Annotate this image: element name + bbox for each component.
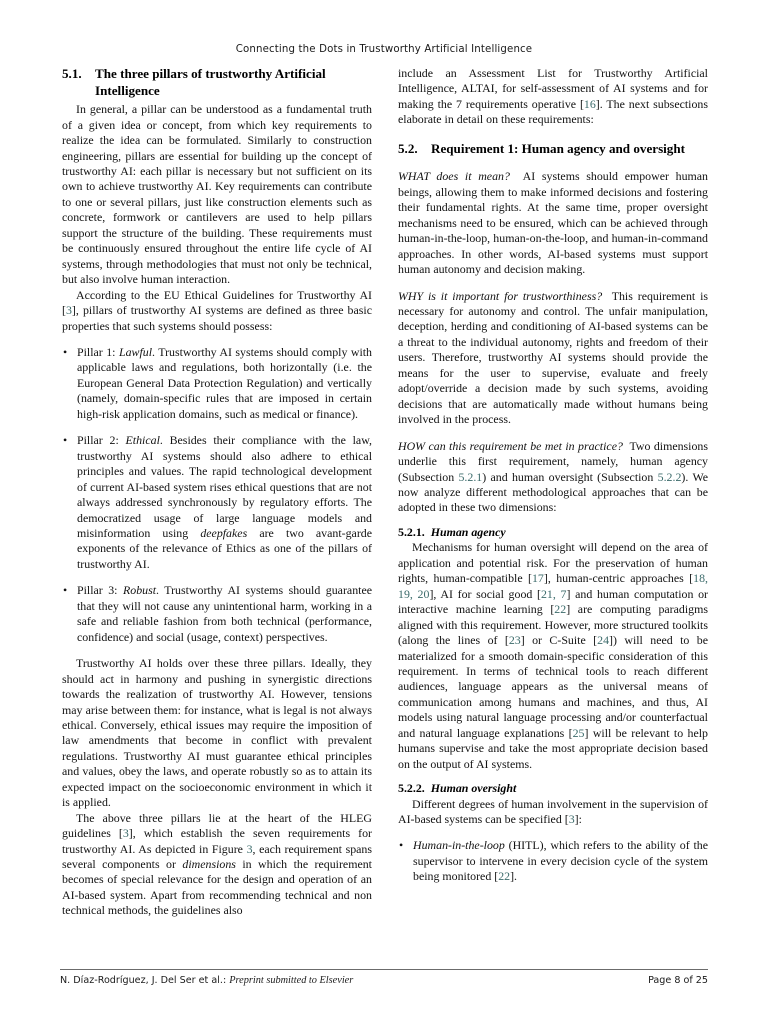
text-fragment: According to the EU Ethical Guidelines for Trustworthy AI [: [62, 287, 372, 318]
citation-ref[interactable]: 23: [508, 633, 521, 648]
subsection-heading-5-2-2: [398, 781, 708, 796]
spacer: [398, 128, 708, 141]
term-human-in-the-loop: Human-in-the-loop: [413, 838, 505, 853]
citation-ref[interactable]: 25: [572, 725, 585, 740]
footer-divider: [60, 969, 708, 970]
text-fragment: ], pillars of trustworthy AI systems are defined as three basic properties that such systems should possess:: [62, 303, 372, 333]
citation-ref[interactable]: 3: [65, 303, 72, 318]
list-item-pillar-3: [62, 583, 372, 645]
subsection-ref[interactable]: 5.2.1: [458, 469, 483, 484]
pillar-label: Pillar 3:: [77, 583, 118, 598]
text-fragment: Two dimensions underlie this first requirement, namely, human agency (Subsection: [398, 438, 709, 484]
subsection-number: 5.2.2.: [398, 781, 425, 796]
text-fragment: The above three pillars lie at the heart of the HLEG guidelines [: [62, 810, 372, 841]
figure-ref[interactable]: 3: [246, 841, 253, 856]
text-fragment: ].: [510, 869, 518, 884]
pillar-term: Ethical: [125, 433, 160, 448]
list-item-pillar-1: [62, 345, 372, 422]
paragraph-eu-guidelines: [62, 288, 372, 334]
bullet-icon: •: [63, 344, 68, 359]
text-fragment: ], AI for social good [: [429, 586, 541, 601]
preprint-note: Preprint submitted to Elsevier: [229, 975, 354, 986]
pillar-label: Pillar 2:: [77, 433, 119, 448]
left-column: [62, 66, 372, 956]
bullet-icon: •: [399, 838, 404, 853]
text-fragment: ]. The next subsections elaborate in detail on these requirements:: [398, 96, 708, 127]
text-fragment: ) and human oversight (Subsection: [482, 469, 658, 484]
paragraph-hleg-guidelines: [62, 811, 372, 919]
emphasis-dimensions: dimensions: [182, 857, 236, 872]
page-footer: [60, 975, 708, 986]
paragraph-human-agency: [398, 540, 708, 772]
text-fragment: include an Assessment List for Trustworthy Artificial Intelligence, ALTAI, for self-assessment of AI systems and for making the 7 requirements operative [: [398, 66, 708, 111]
pillar-text: . Besides their compliance with the law, trustworthy AI systems should also adhere to ethical principles and values. The rapid technological development of current AI-based system rises ethical questions that are not always addressed synchronously by regulatory efforts. The democratized usage of large language models and misinformation using: [77, 433, 372, 540]
subsection-number: 5.2.1.: [398, 524, 425, 539]
citation-ref[interactable]: 21, 7: [540, 586, 567, 601]
subsection-heading-5-2-1: [398, 525, 708, 540]
section-heading-5-1: [62, 66, 372, 99]
footer-page-number: Page 8 of 25: [648, 975, 708, 986]
citation-ref[interactable]: 22: [554, 602, 567, 617]
text-fragment: , each requirement spans several components or: [62, 841, 372, 872]
citation-ref[interactable]: 17: [531, 571, 544, 586]
spacer: [398, 160, 708, 169]
text-fragment: ). We now analyze different methodological approaches that can be adopted in these two dimensions:: [398, 469, 708, 515]
section-number: 5.2.: [398, 140, 418, 156]
text-fragment: ], human-centric approaches [: [543, 571, 694, 586]
right-column: [398, 66, 708, 956]
section-number: 5.1.: [62, 66, 82, 81]
text-fragment: ] will be relevant to help humans supervise and take the most appropriate decision based on the output of AI systems.: [398, 725, 708, 771]
bullet-icon: •: [63, 583, 68, 598]
text-fragment: AI systems should empower human beings, allowing them to make informed decisions and fostering their fundamental rights. At the same time, proper oversight mechanisms need to be ensured, which can be achieved through human-in-the-loop, human-on-the-loop, and human-in-command approaches. In other words, AI-based systems must support human autonomy and decision making.: [398, 169, 708, 277]
pillar-text: . Trustworthy AI systems should guarantee that they will not cause any unintentional harm, working in a safe and reliable fashion from both technical (performance, confidence) and social (usage, context) perspectives.: [77, 583, 372, 644]
emphasis-deepfakes: deepfakes: [200, 525, 248, 540]
citation-ref[interactable]: 16: [583, 96, 596, 111]
author-list: N. Díaz-Rodríguez, J. Del Ser et al.:: [60, 975, 230, 986]
text-fragment: ]:: [574, 811, 582, 826]
subsection-title: Human agency: [430, 524, 506, 539]
paragraph-human-oversight: [398, 797, 708, 828]
spacer: [398, 428, 708, 439]
citation-ref[interactable]: 3: [568, 811, 575, 826]
paragraph-altai-continued: [398, 66, 708, 128]
paragraph-pillars-harmony: Trustworthy AI holds over these three pillars. Ideally, they should act in harmony and pushing in synergistic directions towards the realization of trustworthy AI. However, tensions may arise between them: for instance, what is legal is not always ethical. Conversely, ethical issues may require the imposition of law amendments that become in conflict with prevalent regulations. Trustworthy AI must guarantee ethical principles and values, obey the laws, and operate robustly so as to attain its expected impact on the socioeconomic environment in which it is applied.: [62, 656, 372, 810]
paragraph-what-does-it-mean: [398, 169, 708, 277]
section-title: Requirement 1: Human agency and oversight: [431, 140, 685, 156]
bullet-icon: •: [63, 433, 68, 448]
citation-ref[interactable]: 24: [597, 633, 610, 648]
subsection-ref[interactable]: 5.2.2: [657, 469, 682, 484]
pillar-text-cont: are two avant-garde exponents of the relevance of Ethics as one of the pillars of trustworthy AI.: [77, 525, 372, 571]
run-in-heading-how: HOW can this requirement be met in practice?: [398, 438, 623, 453]
running-header: Connecting the Dots in Trustworthy Artificial Intelligence: [235, 44, 533, 55]
section-heading-5-2: [398, 141, 708, 158]
text-fragment: (HITL), which refers to the ability of the supervisor to intervene in every decision cycle of the system being monitored [: [413, 838, 708, 884]
pillar-term: Lawful: [118, 344, 152, 359]
pillar-label: Pillar 1:: [77, 344, 116, 359]
text-fragment: ], which establish the seven requirements for trustworthy AI. As depicted in Figure: [62, 826, 372, 856]
pillars-list: [62, 345, 372, 645]
oversight-degrees-list: [398, 838, 708, 884]
run-in-heading-what: WHAT does it mean?: [398, 169, 510, 184]
paragraph-pillar-definition: In general, a pillar can be understood as a fundamental truth of a given idea or concept, from which key requirements to realize the idea can be formulated. Similarly to construction engineering, pillars are essential for building up the concept of trustworthy AI: each pillar is necessary but not sufficient on its own to achieve trustworthy AI. Key requirements can contribute to one or several pillars, just like construction elements such as concrete, formwork or cantilevers are used to help pillars support the structure of the building. These requirements must be continuously ensured throughout the entire life cycle of AI systems, through methodologies that must not only be technical, but also involve human interaction.: [62, 102, 372, 287]
text-fragment: in which the requirement becomes of special relevance for the design and operation of an AI-based system. Apart from recommending technical and non technical methods, the guidelines also: [62, 857, 372, 918]
footer-authors: [60, 975, 353, 986]
pillar-text: . Trustworthy AI systems should comply with applicable laws and regulations, both horizontally (i.e. the European General Data Protection Regulation) and vertically (namely, domain-specific rules that are imposed in certain high-risk application domains, such as medical or finance).: [77, 344, 372, 421]
pillar-term: Robust: [122, 583, 157, 598]
section-title: The three pillars of trustworthy Artificial Intelligence: [95, 66, 326, 98]
list-item-hitl: [398, 838, 708, 884]
citation-ref[interactable]: 18, 19, 20: [398, 571, 708, 601]
text-fragment: Different degrees of human involvement in the supervision of AI-based systems can be specified [: [398, 796, 708, 826]
list-item-pillar-2: [62, 433, 372, 572]
text-fragment: This requirement is necessary for autonomy and control. The unfair manipulation, deception, herding and conditioning of AI-based systems can be a threat to the individual autonomy, rights and freedom of their users. Therefore, trustworthy AI systems should provide the means for the user to supervise, evaluate and freely adopt/override a decision made by such systems, avoiding decisions that are automatically made without humans being involved in the process.: [398, 288, 709, 427]
spacer: [62, 645, 372, 656]
text-fragment: ] and human computation or interactive machine learning [: [398, 586, 709, 617]
citation-ref[interactable]: 3: [122, 826, 129, 841]
spacer: [398, 278, 708, 289]
paragraph-why-important: [398, 289, 708, 428]
citation-ref[interactable]: 22: [498, 869, 511, 884]
run-in-heading-why: WHY is it important for trustworthiness?: [398, 288, 603, 303]
subsection-title: Human oversight: [430, 781, 517, 796]
text-fragment: ]) will need to be materialized for a smooth domain-specific consideration of this requirement. In terms of technical tools to reach different audiences, language appears as the universal means of communication among humans and machines, and thus, AI models using natural language processing and/or counterfactual and natural language explanations [: [398, 633, 708, 740]
text-fragment: ] or C-Suite [: [520, 633, 598, 648]
paragraph-how-met-in-practice: [398, 439, 708, 516]
text-fragment: Mechanisms for human oversight will depend on the area of application and potential risk. For the preservation of human rights, human-compatible [: [398, 540, 708, 586]
two-column-body: [62, 66, 708, 956]
text-fragment: ] are computing paradigms aligned with this requirement. However, more structured toolkits (along the lines of [: [398, 602, 708, 648]
